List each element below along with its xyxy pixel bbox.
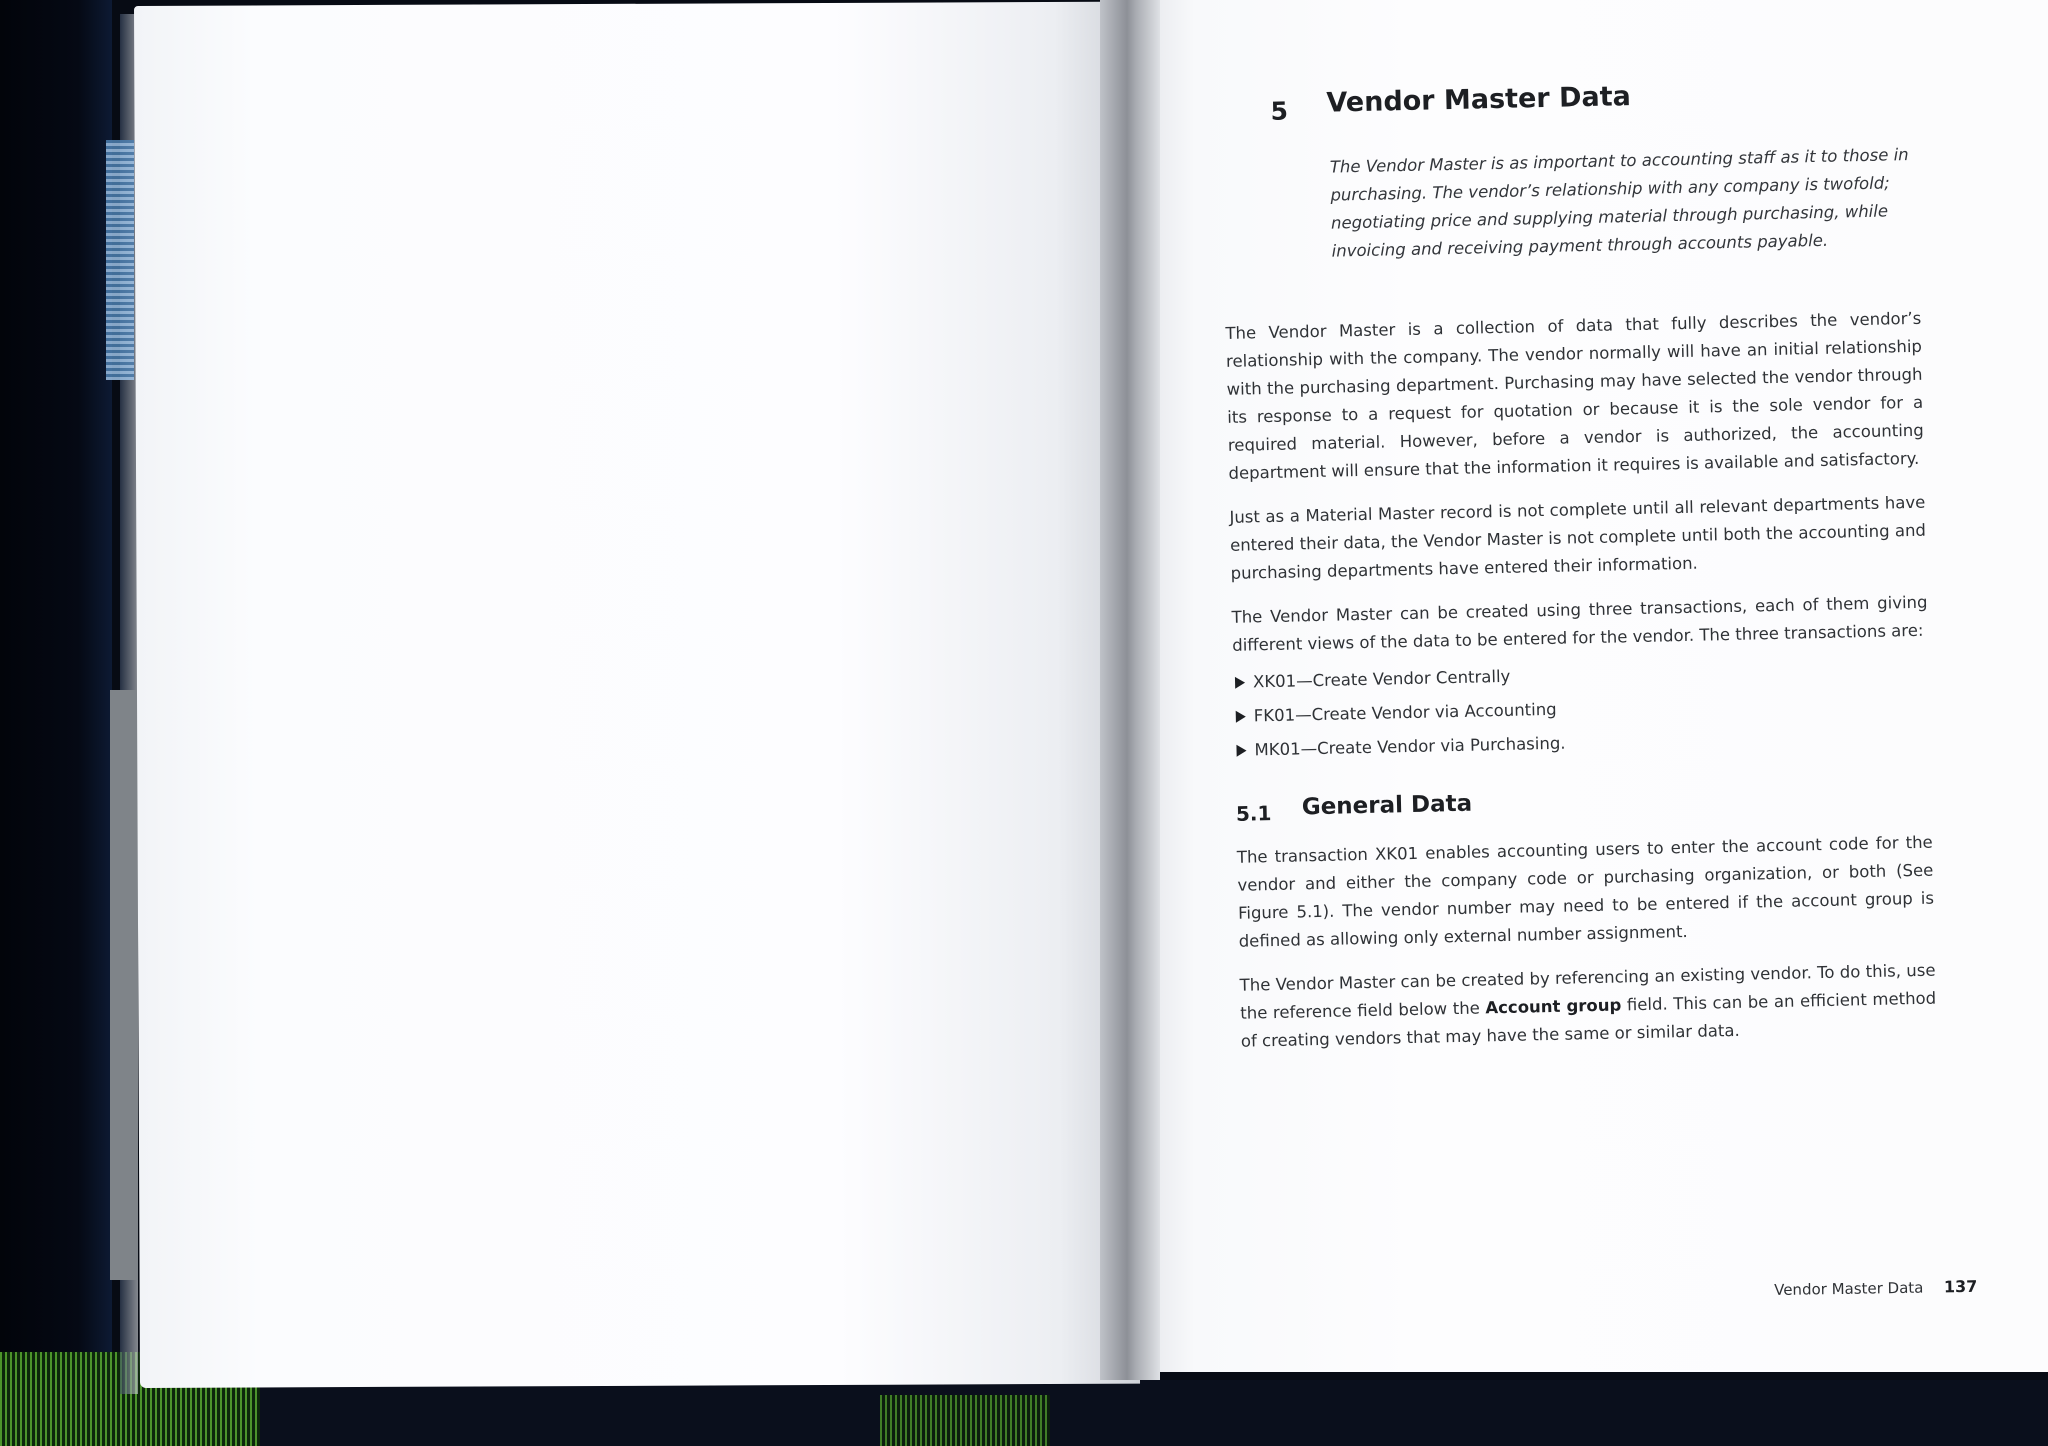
list-item-text: MK01—Create Vendor via Purchasing. bbox=[1254, 733, 1566, 760]
body-paragraph bbox=[1239, 957, 1937, 1056]
paragraph-text: The Vendor Master can be created by referencing an existing vendor. To do this, use the reference field below the bbox=[1239, 960, 1936, 1023]
chapter-number: 5 bbox=[1270, 96, 1289, 126]
paragraph-text: field. This can be an efficient method of creating vendors that may have the same or similar data. bbox=[1240, 988, 1937, 1051]
list-item-text: FK01—Create Vendor via Accounting bbox=[1253, 699, 1557, 726]
chapter-intro: The Vendor Master is as important to accounting staff as it to those in purchasing. The vendor’s relationship with any company is twofold; negotiating price and supplying material through purchasing, while invoicing and receiving payment through accounts payable. bbox=[1329, 144, 1909, 261]
body-paragraph: The Vendor Master can be created using three transactions, each of them giving different views of the data to be entered for the vendor. The three transactions are: bbox=[1231, 592, 1928, 655]
body-paragraph: The Vendor Master is a collection of data that fully describes the vendor’s relationship with the company. The vendor normally will have an initial relationship with the purchasing department. Purchasing may have selected the vendor through its response to a request for quotation or because it is the sole vendor for a required material. However, before a vendor is authorized, the accounting department will ensure that the information it requires is available and satisfactory. bbox=[1225, 308, 1924, 483]
book-gutter bbox=[1100, 0, 1160, 1380]
scan-artifact-streak bbox=[880, 1395, 1050, 1446]
body-paragraph: The transaction XK01 enables accounting users to enter the account code for the vendor and either the company code or purchasing organization, or both (See Figure 5.1). The vendor number may need to be entered if the account group is defined as allowing only external number assignment. bbox=[1236, 832, 1935, 951]
left-page-blank bbox=[134, 2, 1140, 1388]
body-paragraph: Just as a Material Master record is not complete until all relevant departments have entered their data, the Vendor Master is not complete until both the accounting and purchasing departments have entered their information. bbox=[1229, 492, 1927, 583]
list-item-text: XK01—Create Vendor Centrally bbox=[1252, 666, 1511, 692]
section-number: 5.1 bbox=[1235, 801, 1272, 826]
ui-field-reference: Account group bbox=[1485, 995, 1622, 1018]
triangle-bullet-icon bbox=[1235, 677, 1245, 689]
triangle-bullet-icon bbox=[1236, 745, 1246, 757]
page-footer bbox=[1774, 1277, 1977, 1300]
book-spine-pattern bbox=[106, 140, 134, 380]
book-cover-band bbox=[110, 690, 138, 1280]
transaction-list bbox=[1233, 651, 1935, 768]
page-content bbox=[1220, 69, 1941, 1056]
running-title: Vendor Master Data bbox=[1774, 1278, 1924, 1299]
section-title: General Data bbox=[1301, 790, 1473, 821]
triangle-bullet-icon bbox=[1236, 711, 1246, 723]
page-number: 137 bbox=[1943, 1276, 1978, 1297]
chapter-title: Vendor Master Data bbox=[1326, 81, 1632, 119]
scan-background-left bbox=[0, 0, 112, 1446]
